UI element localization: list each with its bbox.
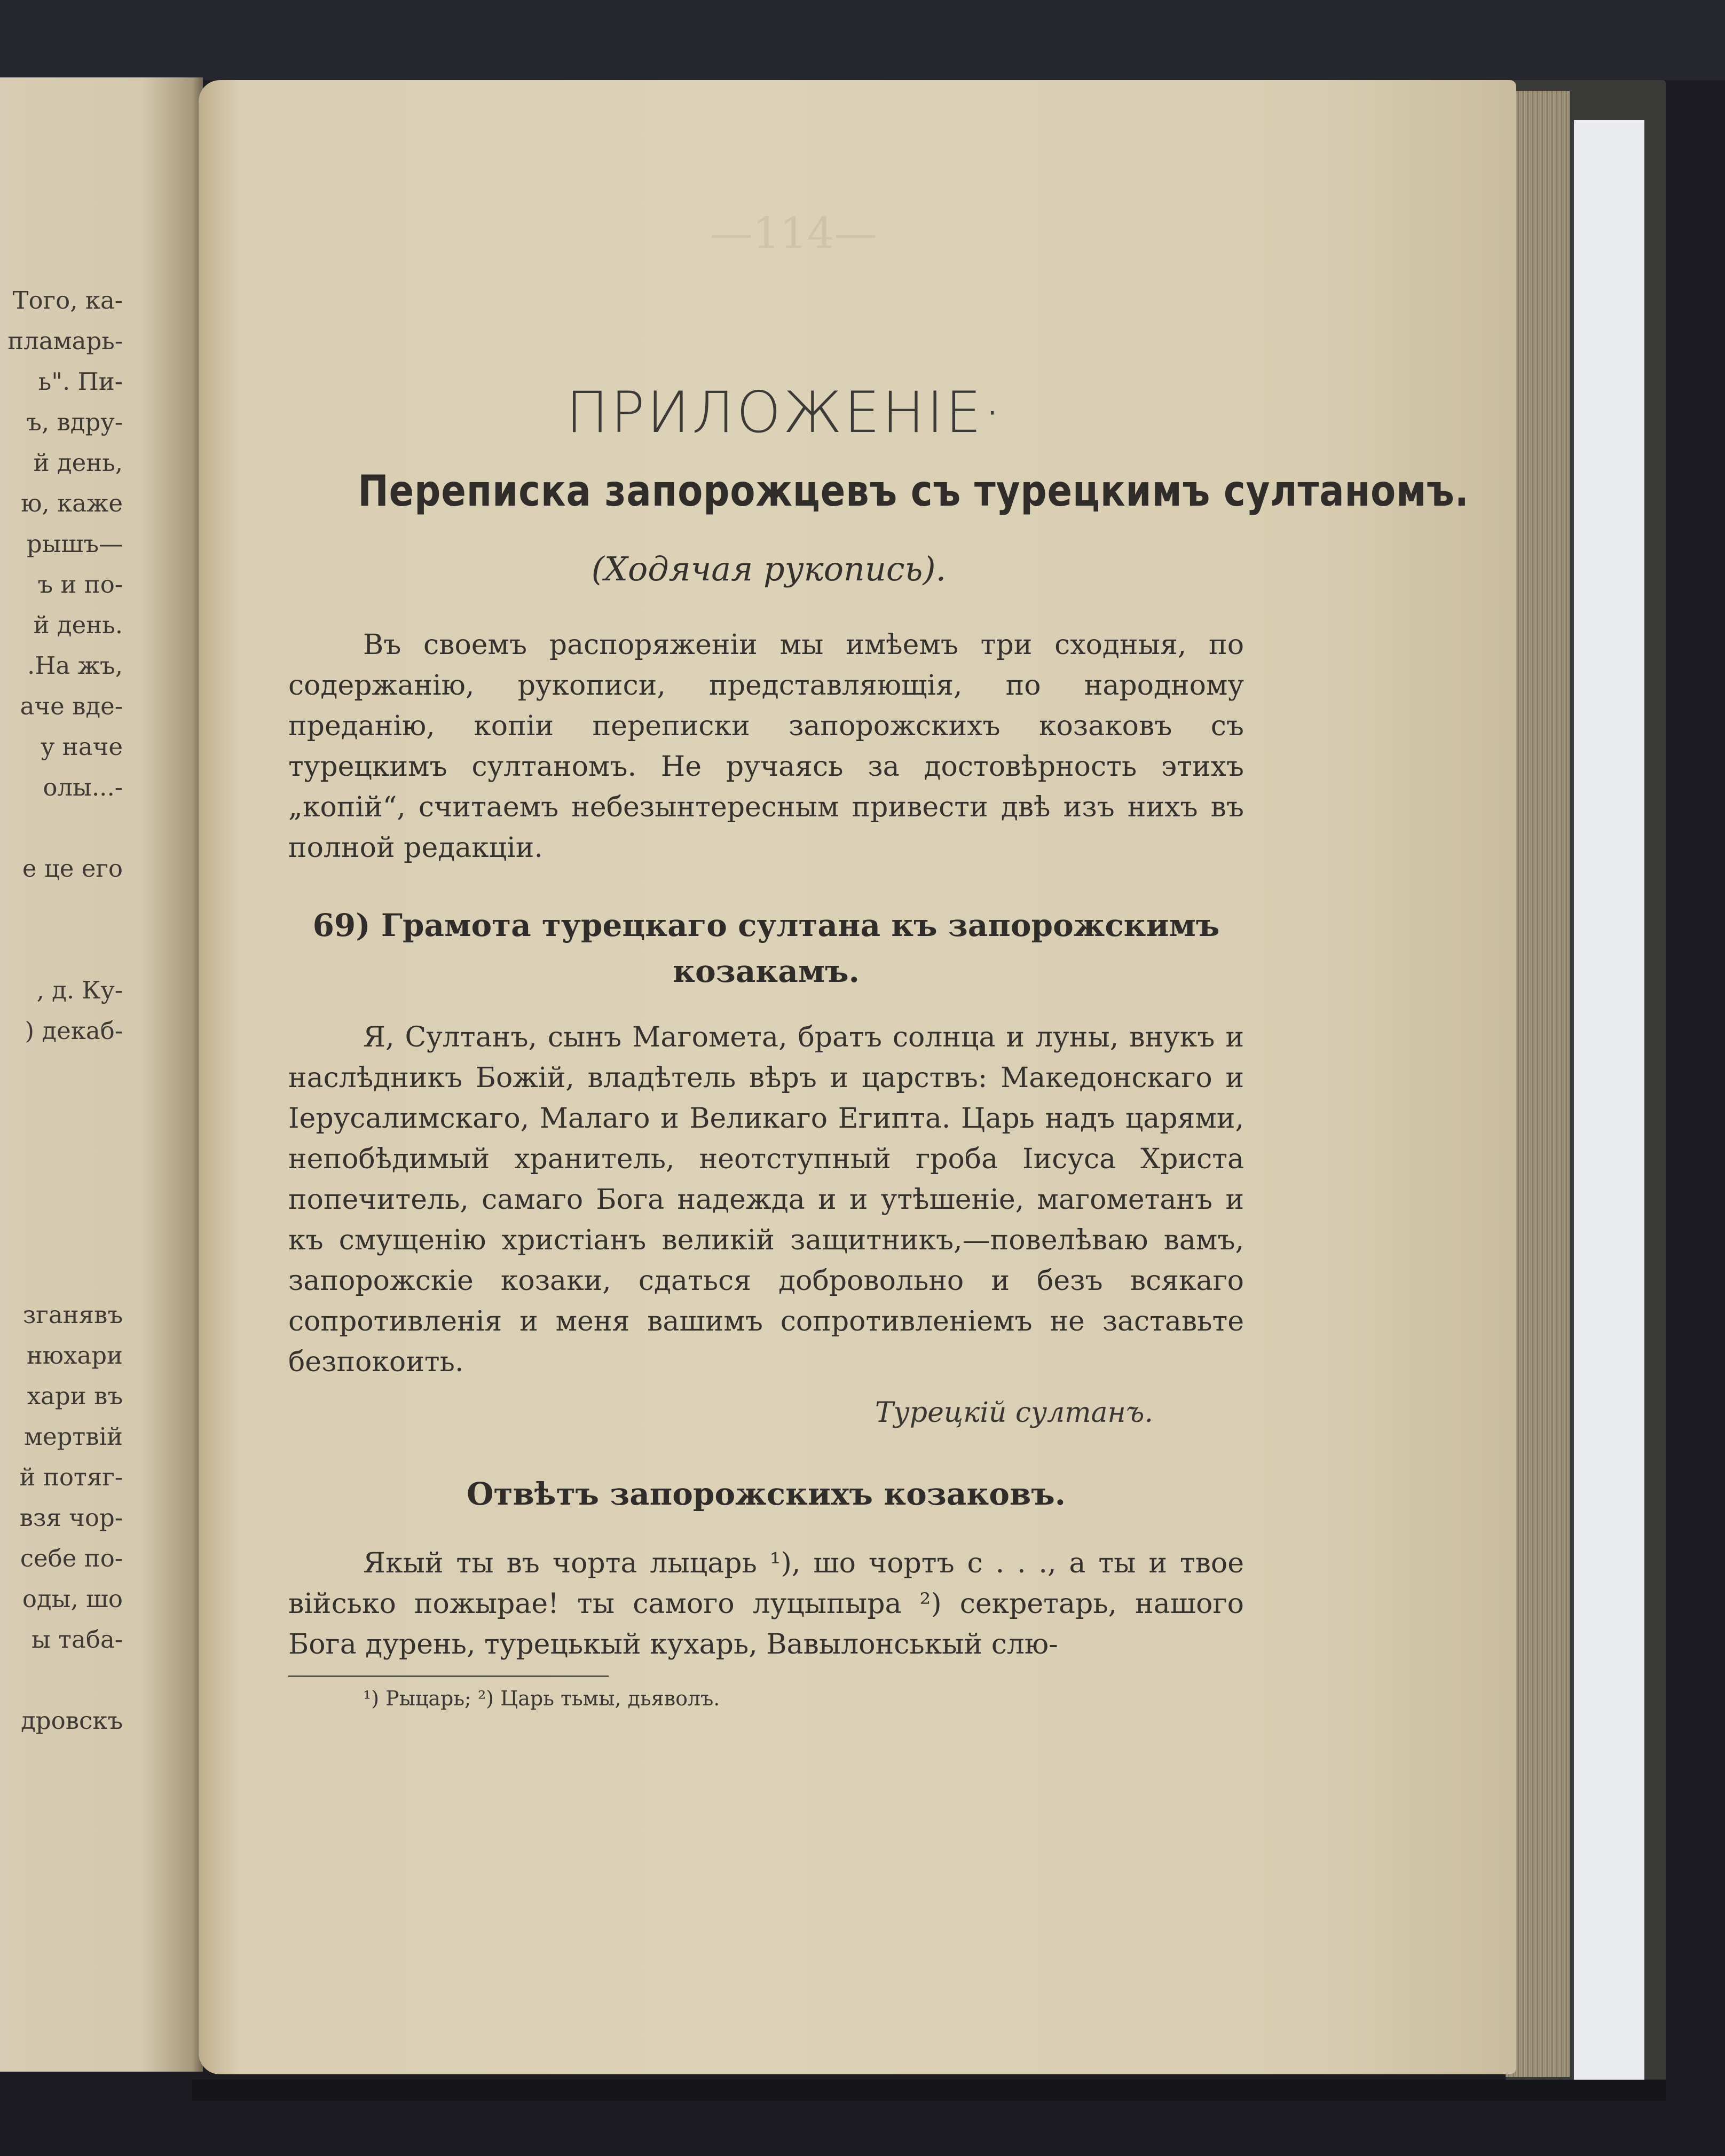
left-page-line: е це его bbox=[22, 854, 123, 883]
left-page-line: пламарь- bbox=[7, 327, 123, 355]
left-page-line: нюхари bbox=[26, 1341, 123, 1370]
left-page-line: , д. Ку- bbox=[36, 976, 123, 1004]
left-page-line: себе по- bbox=[20, 1544, 123, 1572]
left-page bbox=[0, 77, 203, 2072]
left-page-line: взя чор- bbox=[19, 1504, 123, 1532]
bleed-through-page-number: —114— bbox=[710, 208, 877, 258]
left-page-line: рышъ— bbox=[26, 530, 123, 558]
footnote-rule bbox=[288, 1675, 609, 1677]
intro-paragraph: Въ своемъ распоряженіи мы имѣемъ три сходныя, по содержанію, рукописи, представляющія, по народному преданію, копіи переписки запорожскихъ козаковъ съ турецкимъ султаномъ. Не ручаясь за достовѣрность этихъ „копій“, считаемъ небезынтересным привести двѣ изъ нихъ въ полной редакціи. bbox=[288, 629, 1244, 864]
reply-heading: Отвѣтъ запорожскихъ козаковъ. bbox=[467, 1476, 1066, 1512]
left-page-line: хари въ bbox=[27, 1382, 123, 1410]
left-page-line: ю, каже bbox=[21, 489, 123, 517]
reply-paragraph: Якый ты въ чорта лыцарь ¹), шо чортъ с . . ., а ты и твое військо пожырае! ты самого луцыпыра ²) секретарь, нашого Бога дурень, турецькый кухарь, Вавылонськый слю- bbox=[288, 1547, 1244, 1661]
left-page-line: ь". Пи- bbox=[38, 367, 123, 396]
letter-signature: Турецкій султанъ. bbox=[875, 1397, 1153, 1429]
page-title: ПРИЛОЖЕНІЕ· bbox=[566, 380, 1004, 445]
scan-background-top bbox=[0, 0, 1725, 80]
left-page-line: ъ и по- bbox=[37, 570, 123, 599]
left-page-line: ы таба- bbox=[31, 1625, 123, 1654]
left-page-line: олы...- bbox=[43, 773, 123, 801]
left-page-line: Того, ка- bbox=[12, 286, 123, 314]
letter-heading: 69) Грамота турецкаго султана къ запорожскимъ козакамъ. bbox=[312, 907, 1220, 989]
scan-background-bottom bbox=[192, 2080, 1666, 2101]
left-page-line: ъ, вдру- bbox=[26, 408, 123, 436]
left-page-line: оды, шо bbox=[22, 1585, 123, 1613]
left-page-line: зганявъ bbox=[22, 1301, 123, 1329]
left-page-line: й день, bbox=[33, 448, 123, 477]
left-page-line: мертвій bbox=[23, 1422, 123, 1451]
left-page-line: у наче bbox=[41, 733, 123, 761]
left-page-line: дровскъ bbox=[21, 1706, 123, 1735]
left-page-line: й потяг- bbox=[19, 1463, 123, 1491]
white-backing-card bbox=[1574, 120, 1644, 2080]
section-heading: Переписка запорожцевъ съ турецкимъ султаномъ. bbox=[358, 466, 1469, 516]
left-page-line: ) декаб- bbox=[25, 1017, 123, 1045]
subtitle: (Ходячая рукопись). bbox=[591, 549, 947, 588]
left-page-line: й день. bbox=[33, 611, 123, 639]
footnote: ¹) Рыцарь; ²) Царь тьмы, дьяволъ. bbox=[363, 1687, 720, 1710]
left-page-line: .На жъ, bbox=[27, 651, 123, 680]
sultan-letter-paragraph: Я, Султанъ, сынъ Магомета, братъ солнца и луны, внукъ и наслѣдникъ Божій, владѣтель вѣръ и царствъ: Македонскаго и Іерусалимскаго, Малаго и Великаго Египта. Царь надъ царями, непобѣдимый хранитель, неотступный гроба Іисуса Христа попечитель, самаго Бога надежда и и утѣшеніе, магометанъ и къ смущенію христіанъ великій защитникъ,—повелѣваю вамъ, запорожскіе козаки, сдаться добровольно и безъ всякаго сопротивленія и меня вашимъ сопротивленіемъ не заставьте безпокоить. bbox=[288, 1021, 1244, 1378]
left-page-line: аче вде- bbox=[20, 692, 123, 720]
